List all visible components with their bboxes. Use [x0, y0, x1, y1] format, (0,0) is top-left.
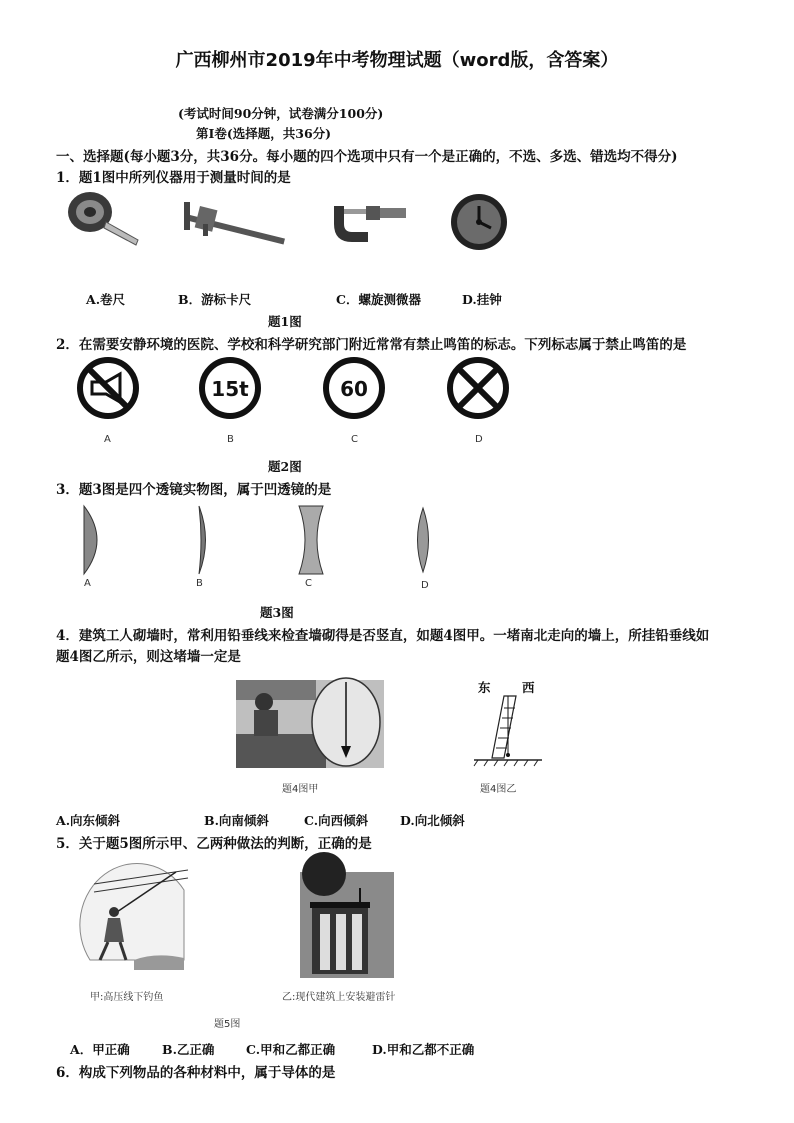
page-title: 广西柳州市2019年中考物理试题（word版，含答案）	[175, 50, 619, 71]
q5-caption: 题5图	[214, 1019, 241, 1030]
lightning-rod-building-image	[300, 852, 396, 982]
q2-caption: 题2图	[268, 459, 302, 474]
question-1: 1．题1图中所列仪器用于测量时间的是	[56, 170, 291, 186]
q5-option-b: B.乙正确	[162, 1042, 215, 1057]
question-2: 2．在需要安静环境的医院、学校和科学研究部门附近常常有禁止鸣笛的标志。下列标志属于禁止鸣笛的是	[56, 337, 687, 353]
q3-label-d: D	[421, 580, 429, 591]
plumb-line-worker-image	[236, 674, 384, 774]
q4-fig-a-caption: 题4图甲	[282, 784, 319, 795]
q1-caption: 题1图	[268, 314, 302, 329]
wall-clock-image	[450, 192, 510, 252]
q4-option-c: C.向西倾斜	[304, 813, 369, 828]
q2-label-b: B	[227, 434, 234, 445]
section-heading: 一、选择题(每小题3分，共36分。每小题的四个选项中只有一个是正确的，不选、多选、错选均不得分)	[56, 149, 678, 165]
q2-label-c: C	[351, 434, 358, 445]
q4-option-d: D.向北倾斜	[400, 813, 465, 828]
lens-a-image	[80, 504, 110, 576]
vernier-caliper-image	[178, 198, 293, 246]
volume-line: 第Ⅰ卷(选择题，共36分)	[196, 126, 332, 141]
q3-label-b: B	[196, 578, 203, 589]
question-4-line1: 4．建筑工人砌墙时，常利用铅垂线来检查墙砌得是否竖直，如题4图甲。一堵南北走向的墙上，所挂铅垂线如	[56, 628, 710, 644]
micrometer-image	[330, 196, 412, 244]
q5-fig-b-caption: 乙:现代建筑上安装避雷针	[282, 992, 396, 1003]
no-horn-sign	[76, 356, 140, 420]
q3-label-a: A	[84, 578, 91, 589]
sign-b-text: 15t	[211, 377, 249, 401]
question-4-line2: 题4图乙所示，则这堵墙一定是	[56, 649, 241, 665]
q5-option-d: D.甲和乙都不正确	[372, 1042, 475, 1057]
lens-d-image	[412, 506, 434, 574]
q2-label-d: D	[475, 434, 483, 445]
q1-option-b: B．游标卡尺	[178, 292, 252, 307]
east-label: 东	[478, 680, 491, 695]
no-stopping-sign	[446, 356, 510, 420]
q1-option-a: A.卷尺	[86, 292, 126, 307]
lens-b-image	[196, 504, 212, 576]
weight-limit-sign	[198, 356, 262, 420]
q3-caption: 题3图	[260, 605, 294, 620]
q1-option-d: D.挂钟	[462, 292, 502, 307]
exam-time-line: (考试时间90分钟，试卷满分100分)	[178, 106, 384, 121]
tape-measure-image	[66, 190, 146, 250]
q4-fig-b-caption: 题4图乙	[480, 784, 517, 795]
west-label: 西	[522, 680, 535, 695]
leaning-wall-diagram	[472, 694, 544, 774]
q5-option-c: C.甲和乙都正确	[246, 1042, 336, 1057]
question-6: 6．构成下列物品的各种材料中，属于导体的是	[56, 1065, 336, 1081]
q4-option-a: A.向东倾斜	[56, 813, 121, 828]
fishing-under-powerline-image	[84, 860, 192, 980]
q2-label-a: A	[104, 434, 111, 445]
question-3: 3．题3图是四个透镜实物图，属于凹透镜的是	[56, 482, 332, 498]
q3-label-c: C	[305, 578, 312, 589]
q5-fig-a-caption: 甲:高压线下钓鱼	[90, 992, 164, 1003]
q5-option-a: A．甲正确	[70, 1042, 130, 1057]
q4-option-b: B.向南倾斜	[204, 813, 269, 828]
q1-option-c: C．螺旋测微器	[336, 292, 421, 307]
sign-c-text: 60	[340, 377, 368, 401]
lens-c-image	[296, 504, 326, 576]
question-5: 5．关于题5图所示甲、乙两种做法的判断，正确的是	[56, 836, 372, 852]
speed-limit-sign	[322, 356, 386, 420]
